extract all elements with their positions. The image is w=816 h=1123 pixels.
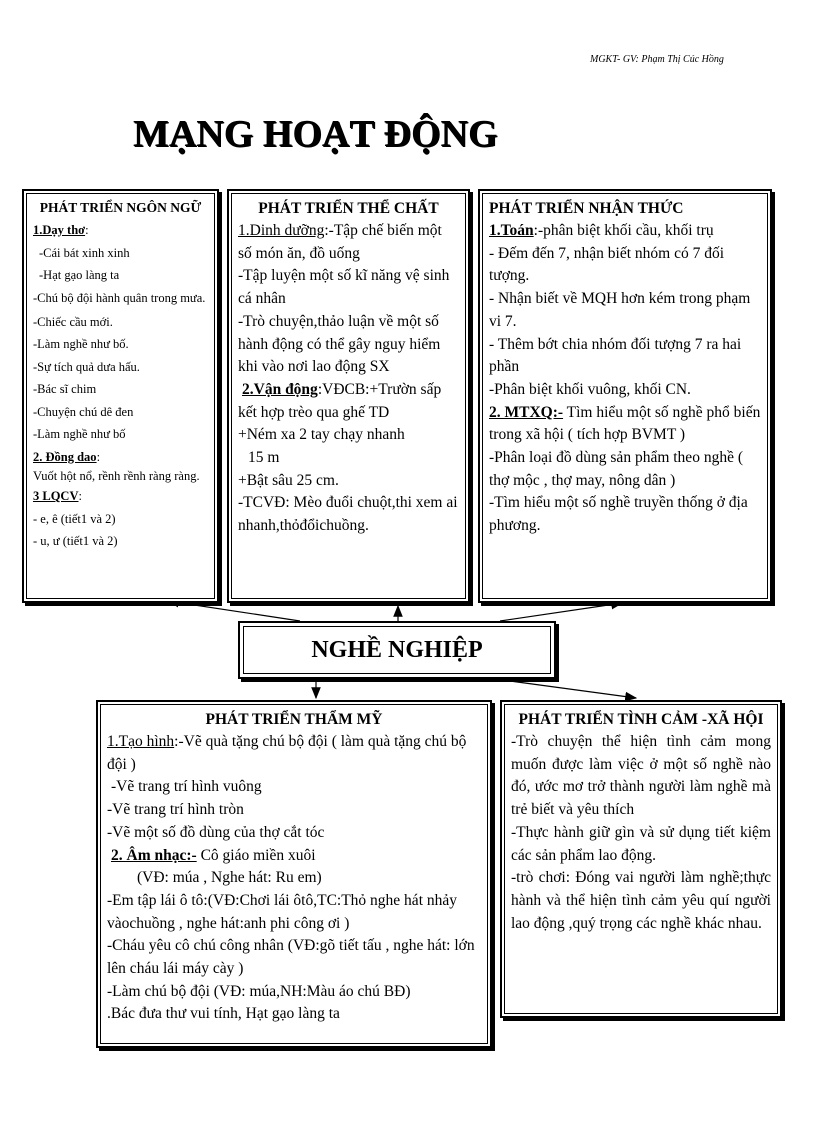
list-item: (VĐ: múa , Nghe hát: Ru em) xyxy=(137,869,322,887)
list-item: - u, ư (tiết1 và 2) xyxy=(33,534,118,548)
section-label: 2. Âm nhạc:- xyxy=(111,846,197,864)
list-item: -Trò chuyện,thảo luận về một số hành động có thể gây nguy hiểm khi vào nơi lao động SX xyxy=(238,312,441,376)
list-item: -Vẽ một số đồ dùng của thợ cắt tóc xyxy=(107,823,325,841)
list-item: -Phân loại đồ dùng sản phẩm theo nghề ( thợ mộc , thợ may, nông dân ) xyxy=(489,449,743,489)
list-item: -Chuyện chú dê đen xyxy=(33,404,134,419)
section-label: 2.Vận động xyxy=(242,380,318,398)
list-item: - e, ê (tiết1 và 2) xyxy=(33,511,116,526)
section-text: Cô giáo miền xuôi xyxy=(196,846,316,864)
box-title: PHÁT TRIỂN NGÔN NGỮ xyxy=(39,200,202,215)
section-label: 3 LQCV xyxy=(33,489,79,503)
list-item: -Bác sĩ chim xyxy=(33,382,97,396)
center-topic: NGHỀ NGHIỆP xyxy=(243,626,551,674)
arrow-to-tinh-cam xyxy=(510,681,636,698)
box-phat-trien-nhan-thuc xyxy=(478,189,772,603)
section-label: 2. Đồng dao xyxy=(33,449,97,464)
section-label: 1.Dinh dưỡng xyxy=(238,222,325,239)
list-item: -Vẽ trang trí hình vuông xyxy=(111,778,262,796)
list-item: -trò chơi: Đóng vai người làm nghề;thực hành và thể hiện tình cảm yêu quí người lao động ,quý trọng các nghề khác nhau. xyxy=(511,869,771,932)
box-phat-trien-ngon-ngu: PHÁT TRIỂN NGÔN NGỮ 1.Dạy thơ: -Cái bát xinh xinh -Hạt gạo làng ta -Chú bộ đội hành quân trong mưa. -Chiếc cầu mới. -Làm nghề như bố. -Sự tích quả dưa hấu. -Bác sĩ chim -Chuyện chú dê đen -Làm nghề như bố 2. Đồng dao: Vuốt hột nổ, rềnh rềnh ràng ràng. 3 LQCV: - e, ê (tiết1 và 2) - u, ư (tiết1 và 2) xyxy=(22,189,219,603)
box-title: PHÁT TRIỂN TÌNH CẢM -XÃ HỘI xyxy=(518,711,764,728)
list-item: -Cái bát xinh xinh xyxy=(39,245,130,260)
section-label: 2. MTXQ:- xyxy=(489,403,564,421)
list-item: - Thêm bớt chia nhóm đối tượng 7 ra hai phần xyxy=(489,335,742,376)
list-item: Vuốt hột nổ, rềnh rềnh ràng ràng. xyxy=(33,469,200,483)
list-item: -Làm nghề như bố. xyxy=(33,337,129,351)
section-label: 1.Tạo hình xyxy=(107,733,175,750)
list-item: - Nhận biết về MQH hơn kém trong phạm vi 7. xyxy=(489,290,751,330)
list-item: +Ném xa 2 tay chạy nhanh xyxy=(238,426,405,444)
box-title: PHÁT TRIỂN THẨM MỸ xyxy=(205,711,383,728)
box-title: PHÁT TRIỂN NHẬN THỨC xyxy=(489,200,684,217)
box-phat-trien-tham-my xyxy=(96,700,492,1048)
section-text: :-Vẽ quà tặng chú bộ đội ( làm quà tặng chú bộ đội ) xyxy=(107,733,467,773)
list-item: .Bác đưa thư vui tính, Hạt gạo làng ta xyxy=(107,1005,340,1023)
list-item: -Làm chú bộ đội (VĐ: múa,NH:Màu áo chú BĐ) xyxy=(107,982,411,1000)
author-note: MGKT- GV: Phạm Thị Cúc Hồng xyxy=(590,54,724,65)
list-item: -Làm nghề như bố xyxy=(33,427,126,441)
list-item: -Hạt gạo làng ta xyxy=(39,268,120,282)
list-item: -Chú bộ đội hành quân trong mưa. xyxy=(33,290,206,305)
section-text: :-Tập chế biến một số món ăn, đồ uống xyxy=(238,222,442,262)
list-item: -TCVĐ: Mèo đuổi chuột,thi xem ai nhanh,thỏđổichuồng. xyxy=(238,494,458,535)
list-item: -Cháu yêu cô chú công nhân (VĐ:gõ tiết tấu , nghe hát: lớn lên cháu lái máy cày ) xyxy=(107,937,475,978)
arrow-to-ngon-ngu xyxy=(168,601,300,621)
section-text: Tìm hiểu một số nghề phổ biến trong xã hội ( tích hợp BVMT ) xyxy=(489,403,761,444)
section-text: :VĐCB:+Trườn sấp kết hợp trèo qua ghế TD xyxy=(238,380,442,421)
list-item: 15 m xyxy=(248,449,280,467)
section-label: 1.Dạy thơ xyxy=(33,223,86,237)
list-item: -Phân biệt khối vuông, khối CN. xyxy=(489,380,691,398)
list-item: -Tìm hiểu một số nghề truyền thống ở địa phương. xyxy=(489,494,748,535)
box-title: PHÁT TRIỂN THỂ CHẤT xyxy=(258,200,439,217)
list-item: - Đếm đến 7, nhận biết nhóm có 7 đối tượng. xyxy=(489,244,725,285)
section-text: :-phân biệt khối cầu, khối trụ xyxy=(533,222,714,239)
list-item: +Bật sâu 25 cm. xyxy=(238,471,339,489)
list-item: -Vẽ trang trí hình tròn xyxy=(107,801,244,819)
box-phat-trien-the-chat xyxy=(227,189,470,603)
page-title: MẠNG HOẠT ĐỘNG xyxy=(133,113,498,155)
list-item: -Trò chuyện thể hiện tình cảm mong muốn được làm việc ở một số nghề nào đó, ước mơ trở thành người làm nghề mà trẻ biết và yêu thích xyxy=(511,733,771,819)
list-item: -Chiếc cầu mới. xyxy=(33,314,113,329)
center-topic-box xyxy=(238,621,556,679)
list-item: -Sự tích quả dưa hấu. xyxy=(33,359,140,374)
box-phat-trien-tinh-cam-xa-hoi xyxy=(500,700,782,1018)
list-item: -Tập luyện một số kĩ năng vệ sinh cá nhân xyxy=(238,267,450,308)
arrow-to-nhan-thuc xyxy=(500,603,622,621)
list-item: -Em tập lái ô tô:(VĐ:Chơi lái ôtô,TC:Thỏ nghe hát nhảy vàochuồng , nghe hát:anh phi công ơi ) xyxy=(107,891,457,932)
list-item: -Thực hành giữ gìn và sử dụng tiết kiệm các sản phẩm lao động. xyxy=(511,823,771,864)
section-label: 1.Toán xyxy=(489,222,534,239)
